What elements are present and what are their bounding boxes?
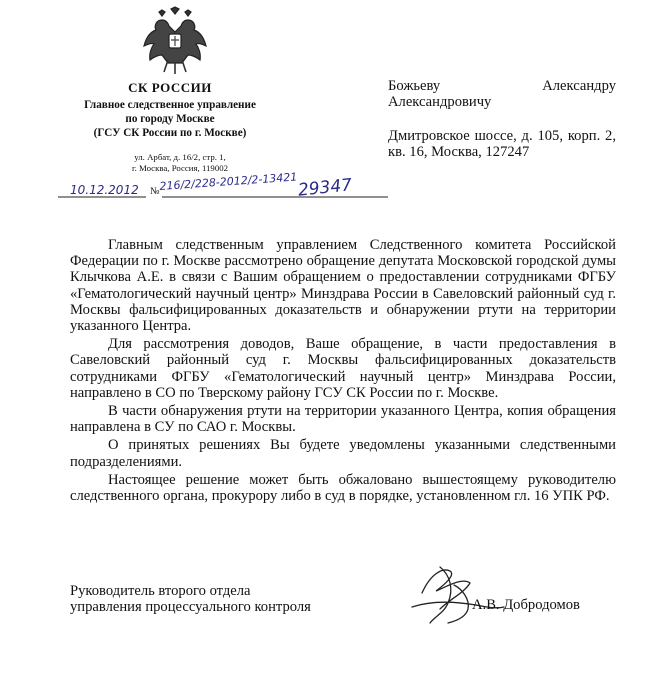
body-paragraph: Для рассмотрения доводов, Ваше обращение, в части предоставления в Савеловский районный суд г. Москвы фальсифицированных доказательств сотрудниками ФГБУ «Гематологический научный центр» Минздрава России, направлено в СО по Тверскому району ГСУ СК России по г. Москве. (70, 336, 616, 401)
recipient-name-line (388, 78, 616, 94)
body-paragraph: Настоящее решение может быть обжаловано вышестоящему руководителю следственного органа, прокурору либо в суд в порядке, установленном гл. 16 УПК РФ. (70, 471, 616, 505)
sender-department (60, 98, 280, 140)
recipient-block (388, 78, 616, 160)
recipient-address: Дмитровское шоссе, д. 105, корп. 2, кв. 16, Москва, 127247 (388, 128, 616, 160)
body-paragraph: Главным следственным управлением Следственного комитета Российской Федерации по г. Москве рассмотрено обращение депутата Московской городской думы Клычкова А.Е. в связи с Вашим обращением о предоставлении сотрудниками ФГБУ «Гематологический научный центр» Минздрава России в Савеловский районный суд г. Москвы фальсифицированных доказательств и обнаружении ртути на территории указанного Центра. (70, 237, 616, 335)
outgoing-number: 216/2/228-2012/2-13421 (159, 170, 298, 193)
signatory-name: А.В. Добродомов (472, 597, 580, 613)
sender-organization: СК РОССИИ (128, 80, 212, 95)
sender-dept-line: по городу Москве (125, 113, 215, 125)
recipient-patronymic: Александровичу (388, 94, 492, 110)
signatory-title (70, 583, 360, 615)
sender-address-line: г. Москва, Россия, 119002 (131, 163, 229, 173)
handwritten-signature (392, 555, 532, 635)
signatory-title-line: управления процессуального контроля (70, 599, 311, 615)
recipient-surname: Божьеву (388, 78, 441, 94)
body-paragraph: В части обнаружения ртути на территории указанного Центра, копия обращения направлена в СУ по САО г. Москвы. (70, 403, 616, 436)
registration-number: 29347 (297, 175, 353, 201)
sender-address-line: ул. Арбат, д. 16/2, стр. 1, (134, 152, 226, 162)
sender-address (105, 152, 255, 174)
signatory-title-line: Руководитель второго отдела (70, 583, 251, 599)
body-paragraph: О принятых решениях Вы будете уведомлены указанными следственными подразделениями. (70, 437, 616, 470)
outgoing-number-sign: № (150, 186, 160, 197)
sender-dept-line: (ГСУ СК России по г. Москве) (93, 127, 247, 139)
sender-dept-line: Главное следственное управление (84, 99, 256, 111)
coat-of-arms-emblem (140, 6, 210, 78)
recipient-first-name: Александру (542, 78, 616, 94)
outgoing-date: 10.12.2012 (70, 183, 139, 197)
letter-body (70, 237, 616, 504)
